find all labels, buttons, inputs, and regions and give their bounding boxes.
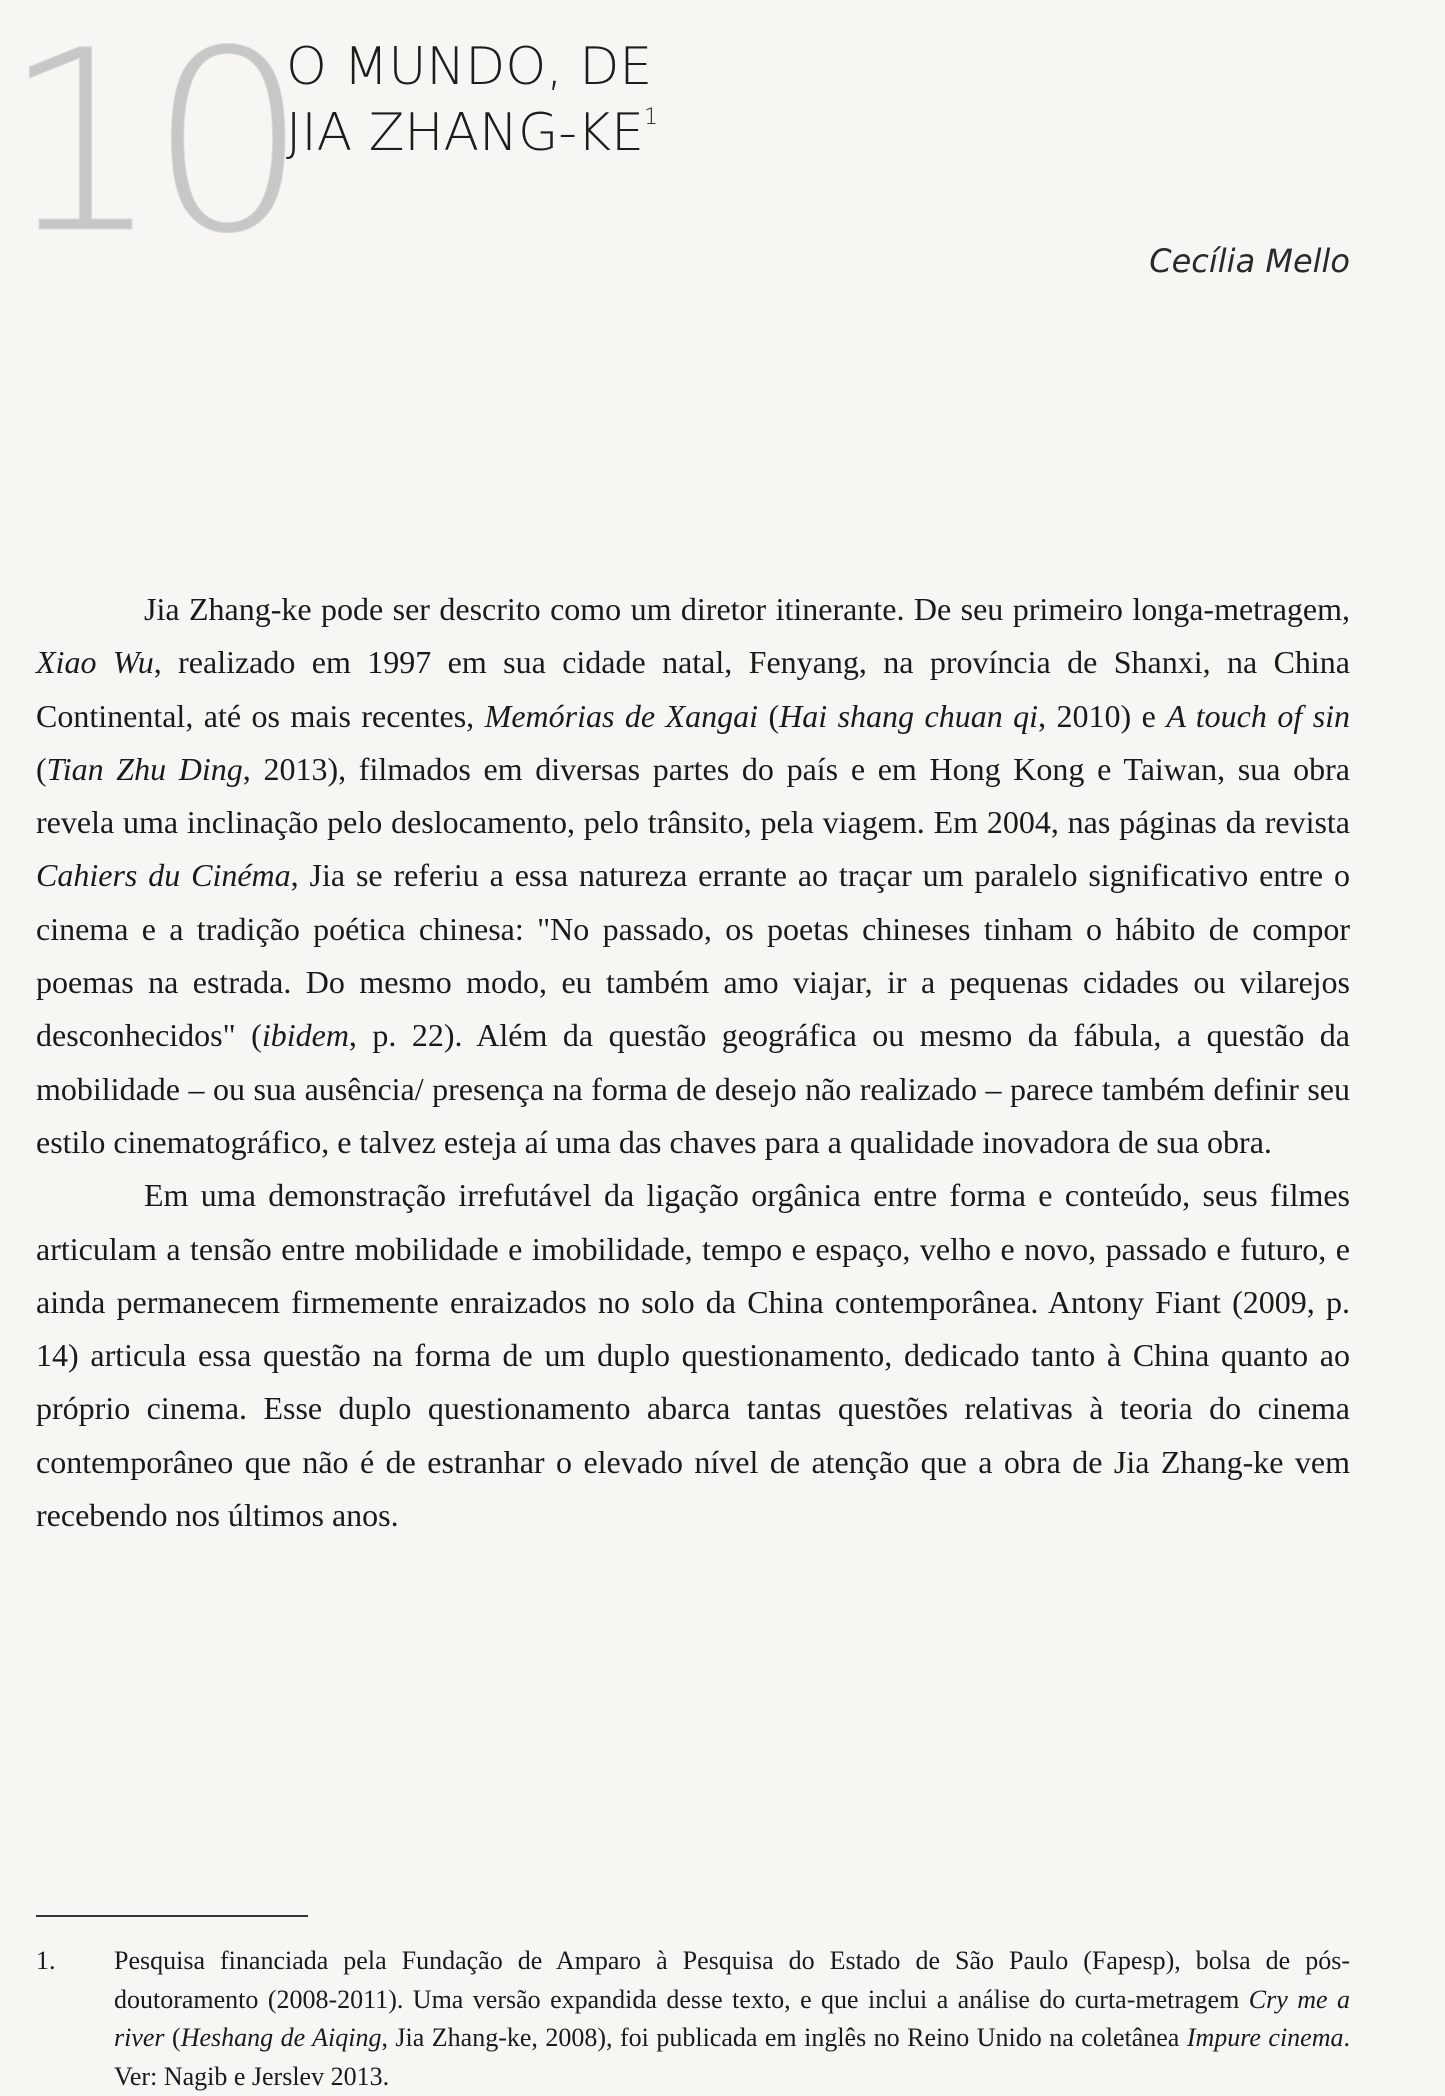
footnote-reference[interactable]: 1 — [643, 105, 658, 130]
film-title: A touch of sin — [1166, 697, 1351, 734]
film-original-title: Heshang de Aiqing — [180, 2023, 382, 2052]
text-run: , 2010) e — [1038, 697, 1167, 734]
text-run: ( — [758, 697, 780, 734]
paragraph-1 — [36, 583, 1350, 1169]
film-title: Xiao Wu — [36, 644, 154, 681]
text-run: Jia Zhang-ke pode ser descrito como um diretor itinerante. De seu primeiro longa-metragem, — [144, 591, 1350, 627]
film-title: Cry me a river — [114, 1984, 1350, 2052]
body-text — [36, 583, 1350, 1542]
text-run: , Jia se referiu a essa natureza errante ao traçar um paralelo significativo entre o cinema e a tradição poética chinesa: "No passado, os poetas chineses tinham o hábito de compor poemas na estrada. Do mesmo modo, eu também amo viajar, ir a pequenas cidades ou vilarejos desconhecidos" ( — [36, 857, 1351, 1054]
footnote — [36, 1942, 1350, 2096]
text-run: Pesquisa financiada pela Fundação de Amparo à Pesquisa do Estado de São Paulo (Fapesp), bolsa de pós-doutoramento (2008-2011). Uma versão expandida desse texto, e que inclui a análise do curta-metragem — [114, 1946, 1350, 2014]
author-name: Cecília Mello — [1149, 242, 1350, 280]
chapter-title-line-2 — [286, 100, 806, 166]
film-original-title: Tian Zhu Ding — [46, 750, 243, 787]
chapter-title-line-1: O MUNDO, DE — [286, 37, 653, 97]
text-run: , realizado em 1997 em sua cidade natal, Fenyang, na província de Shanxi, na China Continental, até os mais recentes, — [36, 644, 1351, 734]
magazine-title: Cahiers du Cinéma — [36, 857, 291, 894]
text-run: , 2013), filmados em diversas partes do país e em Hong Kong e Taiwan, sua obra revela uma inclinação pelo deslocamento, pelo trânsito, pela viagem. Em 2004, nas páginas da revista — [36, 750, 1351, 841]
footnote-rule — [36, 1915, 308, 1917]
chapter-title — [286, 34, 806, 166]
text-run: ( — [36, 750, 47, 787]
text-run: , p. 22). Além da questão geográfica ou mesmo da fábula, a questão da mobilidade – ou sua ausência/ presença na forma de desejo não realizado – parece também definir seu estilo cinematográfico, e talvez esteja aí uma das chaves para a qualidade inovadora de sua obra. — [36, 1017, 1351, 1160]
paragraph-2: Em uma demonstração irrefutável da ligação orgânica entre forma e conteúdo, seus filmes articulam a tensão entre mobilidade e imobilidade, tempo e espaço, velho e novo, passado e futuro, e ainda permanecem firmemente enraizados no solo da China contemporânea. Antony Fiant (2009, p. 14) articula essa questão na forma de um duplo questionamento, dedicado tanto à China quanto ao próprio cinema. Esse duplo questionamento abarca tantas questões relativas à teoria do cinema contemporâneo que não é de estranhar o elevado nível de atenção que a obra de Jia Zhang-ke vem recebendo nos últimos anos. — [36, 1177, 1350, 1534]
text-run: ( — [164, 2023, 181, 2052]
chapter-title-text: JIA ZHANG-KE — [286, 103, 644, 163]
film-original-title: Hai shang chuan qi — [779, 697, 1039, 734]
footnote-text — [114, 1942, 1350, 2096]
text-run: , Jia Zhang-ke, 2008), foi publicada em inglês no Reino Unido na coletânea — [381, 2023, 1187, 2052]
book-title: Impure cinema — [1186, 2023, 1344, 2052]
text-run: . Ver: Nagib e Jerslev 2013. — [114, 2023, 1350, 2091]
film-title: Memórias de Xangai — [484, 697, 758, 734]
footnote-number: 1. — [36, 1946, 56, 1975]
chapter-number: 10 — [2, 0, 297, 288]
citation-ibidem: ibidem — [261, 1017, 349, 1054]
